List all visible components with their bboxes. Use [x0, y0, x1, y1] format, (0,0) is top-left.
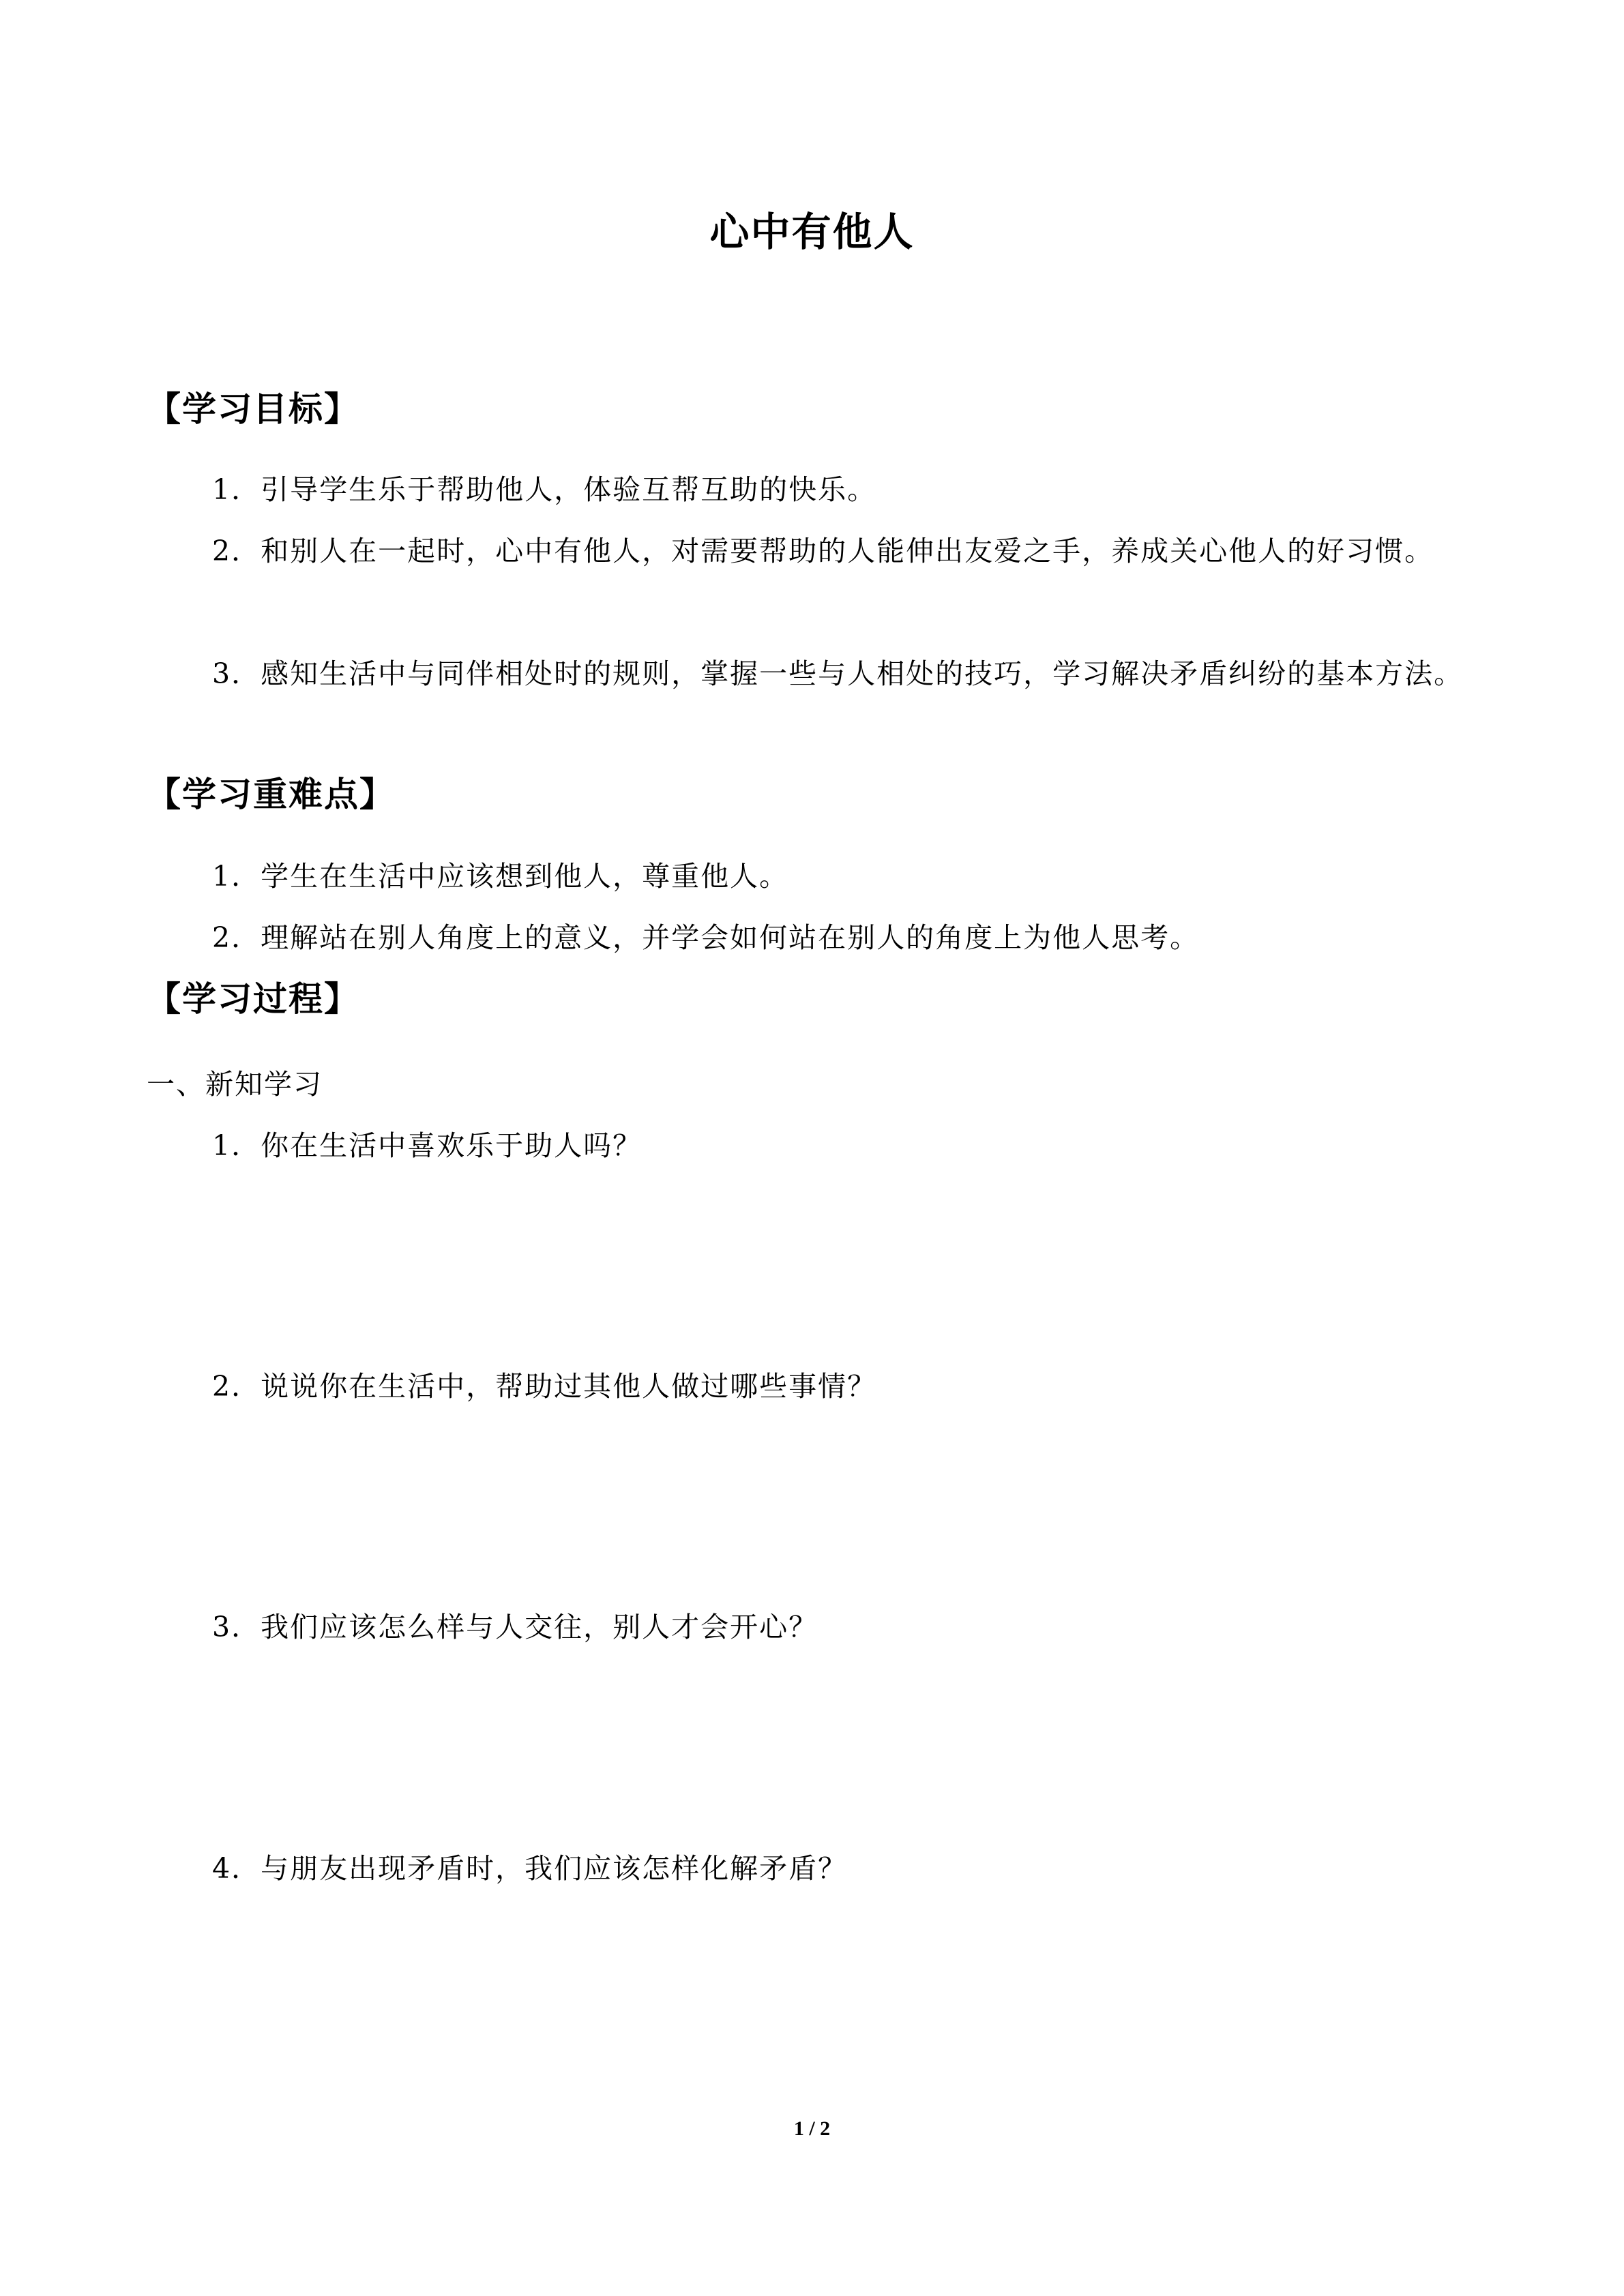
objectives-heading: 【学习目标】	[147, 389, 359, 429]
question-2: 2．说说你在生活中，帮助过其他人做过哪些事情？	[212, 1370, 877, 1403]
page-number: 1 / 2	[793, 2117, 831, 2140]
key-points-heading: 【学习重难点】	[147, 775, 395, 814]
objective-item-2: 2．和别人在一起时，心中有他人，对需要帮助的人能伸出友爱之手，养成关心他人的好习惯。	[212, 535, 1434, 567]
objective-item-3: 3．感知生活中与同伴相处时的规则，掌握一些与人相处的技巧，学习解决矛盾纠纷的基本方法。	[212, 657, 1464, 690]
objective-item-1: 1．引导学生乐于帮助他人，体验互帮互助的快乐。	[212, 473, 877, 506]
page-title: 心中有他人	[709, 209, 915, 255]
question-4: 4．与朋友出现矛盾时，我们应该怎样化解矛盾？	[212, 1852, 848, 1885]
question-3: 3．我们应该怎么样与人交往，别人才会开心？	[212, 1611, 818, 1643]
key-point-item-1: 1．学生在生活中应该想到他人，尊重他人。	[212, 860, 789, 893]
section-label-new-knowledge: 一、新知学习	[147, 1068, 323, 1101]
key-point-item-2: 2．理解站在别人角度上的意义，并学会如何站在别人的角度上为他人思考。	[212, 921, 1200, 954]
process-heading: 【学习过程】	[147, 979, 359, 1019]
question-1: 1．你在生活中喜欢乐于助人吗？	[212, 1129, 643, 1162]
